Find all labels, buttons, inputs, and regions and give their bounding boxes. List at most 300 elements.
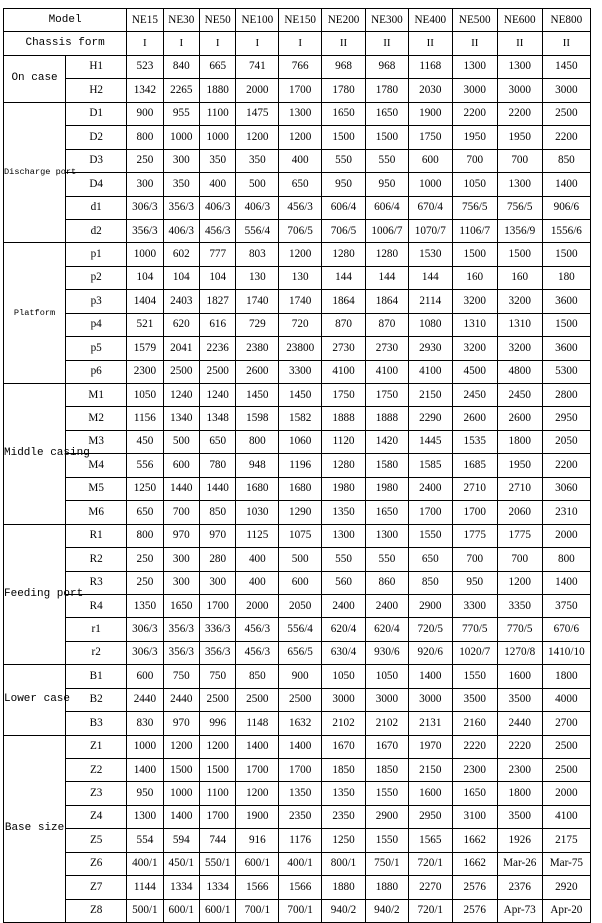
dimension-value: 2050 [542,430,590,453]
dimension-value: 1156 [127,407,163,430]
dimension-value: 1926 [497,829,542,852]
model-label: Model [4,9,127,32]
dimension-value: 2730 [366,337,409,360]
dimension-value: 1740 [236,290,279,313]
dimension-value: 1566 [236,876,279,899]
table-row [4,173,591,196]
dimension-value: 1500 [542,243,590,266]
dimension-value: 400 [236,548,279,571]
dimension-value: 950 [127,782,163,805]
model-name: NE15 [127,9,163,32]
dimension-code: d1 [66,196,127,219]
table-row [4,430,591,453]
dimension-value: 1290 [279,501,322,524]
dimension-value: 1700 [452,501,497,524]
dimension-value: 970 [200,524,236,547]
dimension-value: 2175 [542,829,590,852]
dimension-value: 996 [200,712,236,735]
chassis-form: I [127,32,163,55]
table-row [4,55,591,78]
dimension-value: 3200 [497,290,542,313]
dimension-value: 2700 [542,712,590,735]
dimension-value: 556 [127,454,163,477]
dimension-value: 2220 [497,735,542,758]
dimension-value: 606/4 [366,196,409,219]
table-row [4,735,591,758]
dimension-value: 1348 [200,407,236,430]
dimension-value: 741 [236,55,279,78]
dimension-value: 130 [236,266,279,289]
dimension-value: 456/3 [279,196,322,219]
dimension-value: 3060 [542,477,590,500]
dimension-value: 1350 [322,501,366,524]
table-row [4,899,591,922]
dimension-value: 2500 [200,688,236,711]
dimension-value: 2600 [452,407,497,430]
dimension-value: 700 [163,501,199,524]
dimension-value: 1775 [497,524,542,547]
chassis-form: I [236,32,279,55]
dimension-value: 1500 [322,126,366,149]
dimension-value: 2920 [542,876,590,899]
dimension-value: 1550 [408,524,452,547]
dimension-value: 2350 [322,805,366,828]
dimension-value: 803 [236,243,279,266]
dimension-code: M1 [66,384,127,407]
dimension-value: 406/3 [236,196,279,219]
dimension-code: B3 [66,712,127,735]
dimension-value: 2376 [497,876,542,899]
dimension-value: 1120 [322,430,366,453]
group-label: Lower case [4,665,66,735]
table-row [4,102,591,125]
dimension-value: 1240 [163,384,199,407]
dimension-value: 2403 [163,290,199,313]
dimension-value: 500 [236,173,279,196]
dimension-value: Mar-26 [497,852,542,875]
group-label: Platform [4,243,66,384]
table-row [4,688,591,711]
dimension-value: 729 [236,313,279,336]
dimension-value: 2730 [322,337,366,360]
dimension-value: 1888 [322,407,366,430]
table-row [4,243,591,266]
dimension-value: 1450 [236,384,279,407]
dimension-value: 130 [279,266,322,289]
dimension-value: 5300 [542,360,590,383]
dimension-value: 1950 [497,454,542,477]
group-label: On case [4,55,66,102]
dimension-value: 950 [452,571,497,594]
dimension-value: 2000 [542,524,590,547]
dimension-value: 620 [163,313,199,336]
table-row [4,477,591,500]
dimension-value: 2400 [366,594,409,617]
dimension-value: 600 [279,571,322,594]
dimension-value: 3500 [497,688,542,711]
dimension-value: 104 [127,266,163,289]
dimension-value: 600/1 [236,852,279,875]
dimension-value: 1050 [322,665,366,688]
dimension-value: 1050 [366,665,409,688]
dimension-value: 1200 [163,735,199,758]
dimension-value: 250 [127,548,163,571]
dimension-value: 1000 [200,126,236,149]
dimension-value: 850 [408,571,452,594]
dimension-value: 1556/6 [542,219,590,242]
dimension-value: 1650 [322,102,366,125]
dimension-value: 550 [322,548,366,571]
dimension-value: 2050 [279,594,322,617]
table-row [4,266,591,289]
dimension-value: 1000 [163,126,199,149]
dimension-value: 3100 [452,805,497,828]
dimension-code: B1 [66,665,127,688]
dimension-value: 1070/7 [408,219,452,242]
table-row [4,384,591,407]
dimension-value: 2450 [452,384,497,407]
dimension-code: M4 [66,454,127,477]
group-label: Discharge port [4,102,66,243]
dimension-value: 700 [497,149,542,172]
dimension-value: 1535 [452,430,497,453]
dimension-value: 720/1 [408,899,452,922]
dimension-value: 406/3 [163,219,199,242]
dimension-code: Z2 [66,759,127,782]
dimension-value: 650 [200,430,236,453]
dimension-value: 2102 [322,712,366,735]
dimension-value: 1420 [366,430,409,453]
dimension-value: 600 [127,665,163,688]
dimension-code: D3 [66,149,127,172]
dimension-value: 306/3 [127,641,163,664]
table-row [4,618,591,641]
dimension-value: 670/6 [542,618,590,641]
dimension-value: 1100 [200,782,236,805]
dimension-value: 1030 [236,501,279,524]
dimension-value: 456/3 [236,618,279,641]
dimension-value: 1864 [322,290,366,313]
dimension-value: 1864 [366,290,409,313]
dimension-value: 1000 [127,243,163,266]
dimension-value: 1970 [408,735,452,758]
dimension-value: 1144 [127,876,163,899]
table-row [4,805,591,828]
dimension-value: 840 [163,55,199,78]
dimension-value: 1176 [279,829,322,852]
dimension-value: 2200 [542,454,590,477]
dimension-value: 280 [200,548,236,571]
dimension-value: 2160 [452,712,497,735]
header-row-model [4,9,591,32]
dimension-value: 1880 [322,876,366,899]
dimension-value: 2500 [163,360,199,383]
dimension-code: H1 [66,55,127,78]
dimension-value: 950 [322,173,366,196]
dimension-value: 1950 [497,126,542,149]
dimension-value: 1080 [408,313,452,336]
group-label: Base size [4,735,66,923]
dimension-value: 2440 [127,688,163,711]
dimension-value: 1300 [497,55,542,78]
dimension-value: 1775 [452,524,497,547]
dimension-code: M2 [66,407,127,430]
dimension-value: 550 [322,149,366,172]
table-row [4,501,591,524]
dimension-value: 1350 [322,782,366,805]
dimension-value: 720/1 [408,852,452,875]
dimension-value: 523 [127,55,163,78]
dimension-code: r1 [66,618,127,641]
dimension-value: 1500 [200,759,236,782]
dimension-value: 2150 [408,759,452,782]
dimension-value: 1650 [452,782,497,805]
dimension-value: 2900 [366,805,409,828]
dimension-value: 1550 [452,665,497,688]
model-name: NE400 [408,9,452,32]
dimension-value: 1780 [322,79,366,102]
dimension-value: 1334 [163,876,199,899]
chassis-form: I [200,32,236,55]
dimension-value: 700 [452,149,497,172]
dimension-value: 3350 [497,594,542,617]
table-row [4,782,591,805]
dimension-value: 3500 [497,805,542,828]
dimension-value: 2000 [542,782,590,805]
dimension-value: 3000 [542,79,590,102]
dimension-value: 550 [366,548,409,571]
dimension-value: 356/3 [127,219,163,242]
dimension-code: M5 [66,477,127,500]
chassis-form: II [542,32,590,55]
dimension-value: 2131 [408,712,452,735]
dimension-value: 2236 [200,337,236,360]
dimension-value: 2300 [127,360,163,383]
dimension-value: 1750 [408,126,452,149]
dimension-value: 706/5 [322,219,366,242]
dimension-value: 1670 [366,735,409,758]
dimension-value: 300 [200,571,236,594]
dimension-value: 3600 [542,337,590,360]
dimension-value: 2290 [408,407,452,430]
dimension-value: 616 [200,313,236,336]
dimension-value: 2710 [497,477,542,500]
dimension-value: 3500 [452,688,497,711]
dimension-value: 2500 [542,735,590,758]
table-row [4,712,591,735]
dimension-value: 800 [236,430,279,453]
dimension-value: 1700 [279,79,322,102]
dimension-value: 1580 [366,454,409,477]
dimension-code: R4 [66,594,127,617]
dimension-code: Z1 [66,735,127,758]
dimension-value: 2440 [163,688,199,711]
dimension-value: 400 [200,173,236,196]
dimension-value: 670/4 [408,196,452,219]
dimension-value: 500 [163,430,199,453]
table-row [4,313,591,336]
dimension-code: D2 [66,126,127,149]
dimension-value: 916 [236,829,279,852]
dimension-value: 1579 [127,337,163,360]
dimension-value: 2041 [163,337,199,360]
dimension-value: 780 [200,454,236,477]
chassis-form: II [452,32,497,55]
dimension-value: 720 [279,313,322,336]
dimension-code: d2 [66,219,127,242]
dimension-value: 1980 [322,477,366,500]
dimension-value: 1685 [452,454,497,477]
dimension-value: 1334 [200,876,236,899]
dimension-value: 2220 [452,735,497,758]
dimension-value: 1300 [452,55,497,78]
dimension-value: 4500 [452,360,497,383]
table-row [4,548,591,571]
dimension-value: 456/3 [236,641,279,664]
dimension-value: 1500 [163,759,199,782]
dimension-value: 2500 [200,360,236,383]
table-row [4,524,591,547]
dimension-value: 336/3 [200,618,236,641]
dimension-value: 720/5 [408,618,452,641]
dimension-value: 2710 [452,477,497,500]
dimension-code: R3 [66,571,127,594]
dimension-value: 1300 [366,524,409,547]
model-name: NE300 [366,9,409,32]
dimension-value: 1550 [366,829,409,852]
dimension-code: B2 [66,688,127,711]
dimension-value: 1000 [163,782,199,805]
dimension-value: 2380 [236,337,279,360]
dimension-value: 560 [322,571,366,594]
dimension-value: 1060 [279,430,322,453]
chassis-form: II [322,32,366,55]
dimension-value: 1400 [542,173,590,196]
dimension-value: 1530 [408,243,452,266]
dimension-value: 400/1 [279,852,322,875]
table-row [4,571,591,594]
dimension-value: 1600 [497,665,542,688]
dimension-code: p4 [66,313,127,336]
model-name: NE600 [497,9,542,32]
table-row [4,337,591,360]
dimension-code: Z7 [66,876,127,899]
dimension-value: 1900 [236,805,279,828]
dimension-value: 500/1 [127,899,163,922]
dimension-value: 1700 [236,759,279,782]
dimension-value: 406/3 [200,196,236,219]
dimension-value: 1300 [497,173,542,196]
dimension-value: 3300 [279,360,322,383]
dimension-value: 1270/8 [497,641,542,664]
chassis-form: I [279,32,322,55]
specification-table [3,8,591,923]
dimension-value: 300 [127,173,163,196]
dimension-value: 1000 [408,173,452,196]
dimension-code: Z8 [66,899,127,922]
dimension-value: 2265 [163,79,199,102]
dimension-value: 3200 [452,337,497,360]
dimension-value: 1200 [236,126,279,149]
dimension-value: Apr-73 [497,899,542,922]
dimension-value: 300 [163,548,199,571]
dimension-value: 1650 [163,594,199,617]
dimension-value: 750 [200,665,236,688]
dimension-value: 700 [497,548,542,571]
dimension-value: 1300 [127,805,163,828]
dimension-value: 1500 [452,243,497,266]
dimension-value: 306/3 [127,196,163,219]
dimension-value: 1310 [497,313,542,336]
dimension-value: 1650 [366,102,409,125]
dimension-value: 23800 [279,337,322,360]
dimension-value: 1106/7 [452,219,497,242]
group-label: Feeding port [4,524,66,665]
dimension-value: 1440 [200,477,236,500]
dimension-value: 1342 [127,79,163,102]
table-row [4,594,591,617]
dimension-value: 2300 [452,759,497,782]
table-row [4,759,591,782]
dimension-value: 300 [163,571,199,594]
chassis-label: Chassis form [4,32,127,55]
dimension-value: 1168 [408,55,452,78]
dimension-value: 1700 [200,805,236,828]
dimension-value: 1020/7 [452,641,497,664]
dimension-value: 1780 [366,79,409,102]
dimension-value: 756/5 [452,196,497,219]
chassis-form: II [408,32,452,55]
dimension-value: 556/4 [279,618,322,641]
dimension-value: 2030 [408,79,452,102]
dimension-value: 600 [408,149,452,172]
dimension-value: 4100 [408,360,452,383]
dimension-value: 1598 [236,407,279,430]
dimension-value: 1250 [322,829,366,852]
dimension-value: 970 [163,712,199,735]
dimension-value: 1800 [497,430,542,453]
dimension-value: 656/5 [279,641,322,664]
dimension-value: 2450 [497,384,542,407]
dimension-value: 770/5 [497,618,542,641]
dimension-value: 1850 [322,759,366,782]
dimension-value: 2500 [236,688,279,711]
dimension-value: 356/3 [200,641,236,664]
dimension-value: 2200 [542,126,590,149]
model-name: NE200 [322,9,366,32]
dimension-value: 600 [163,454,199,477]
dimension-value: 1350 [127,594,163,617]
dimension-value: 1300 [322,524,366,547]
dimension-value: 1050 [127,384,163,407]
dimension-value: 160 [452,266,497,289]
dimension-code: p3 [66,290,127,313]
dimension-value: 906/6 [542,196,590,219]
dimension-value: 600/1 [163,899,199,922]
table-row [4,665,591,688]
dimension-value: 1400 [279,735,322,758]
dimension-code: H2 [66,79,127,102]
table-row [4,196,591,219]
dimension-value: 900 [127,102,163,125]
dimension-value: 2000 [236,79,279,102]
dimension-value: 1850 [366,759,409,782]
dimension-value: 180 [542,266,590,289]
dimension-value: 1585 [408,454,452,477]
table-row [4,290,591,313]
dimension-value: 800 [127,524,163,547]
dimension-code: p2 [66,266,127,289]
